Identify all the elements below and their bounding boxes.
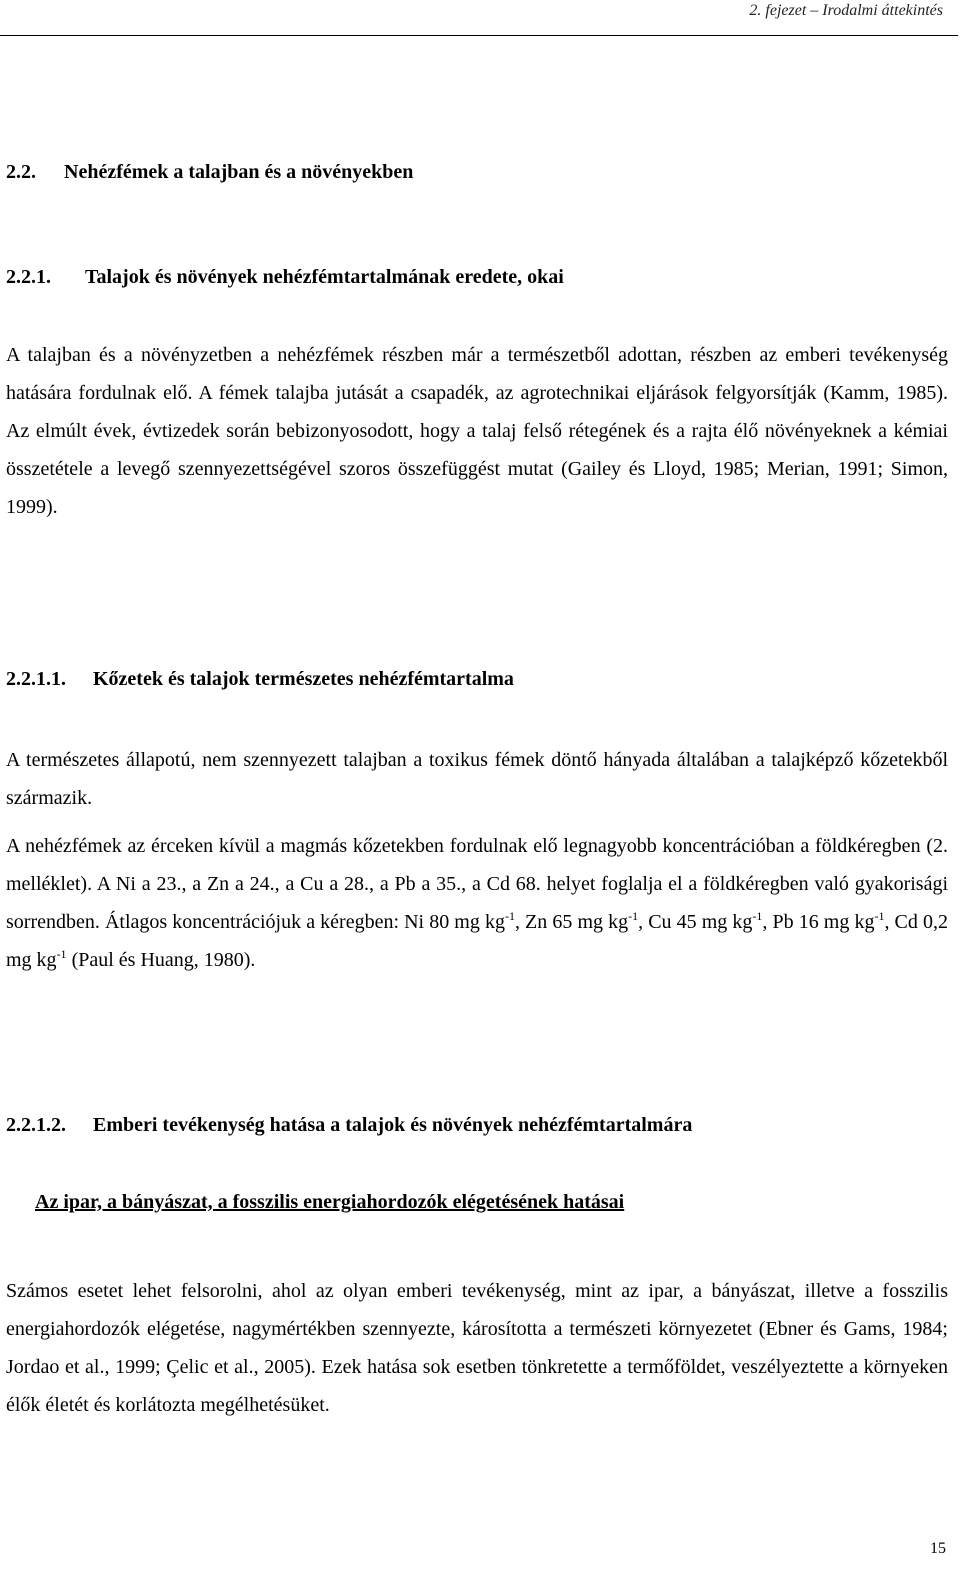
- section-number: 2.2.1.2.: [6, 1114, 66, 1136]
- section-number: 2.2.1.1.: [6, 668, 66, 690]
- paragraph-human-activity: Számos esetet lehet felsorolni, ahol az olyan emberi tevékenység, mint az ipar, a bányászat, illetve a fosszilis energiahordozók elégetése, nagymértékben szennyezte, károsította a természeti környezetet (Ebner és Gams, 1984; Jordao et al., 1999; Çelic et al., 2005). Ezek hatása sok esetben tönkretette a termőföldet, veszélyeztette a környeken élők életét és korlátozta megélhetésüket.: [6, 1280, 948, 1416]
- section-heading-2-2: [6, 161, 413, 184]
- section-title: Talajok és növények nehézfémtartalmának eredete, okai: [85, 266, 564, 288]
- section-title: Emberi tevékenység hatása a talajok és növények nehézfémtartalmára: [93, 1114, 693, 1136]
- running-header: 2. fejezet – Irodalmi áttekintés: [749, 2, 943, 19]
- page-number: 15: [930, 1540, 946, 1557]
- paragraph-origin: A talajban és a növényzetben a nehézfémek részben már a természetből adottan, részben az emberi tevékenység hatására fordulnak elő. A fémek talajba jutását a csapadék, az agrotechnikai eljárások felgyorsítják (Kamm, 1985). Az elmúlt évek, évtizedek során bebizonyosodott, hogy a talaj felső rétegének és a rajta élő növényeknek a kémiai összetétele a levegő szennyezettségével szoros összefüggést mutat (Gailey és Lloyd, 1985; Merian, 1991; Simon, 1999).: [6, 344, 948, 518]
- underlined-subheading: Az ipar, a bányászat, a fosszilis energiahordozók elégetésének hatásai: [35, 1191, 625, 1213]
- section-heading-2-2-1-1: [6, 668, 514, 691]
- paragraph-natural-content: A természetes állapotú, nem szennyezett talajban a toxikus fémek döntő hányada általában a talajképző kőzetekből származik.: [6, 749, 948, 809]
- section-number: 2.2.1.: [6, 266, 51, 288]
- section-heading-2-2-1-2: [6, 1114, 692, 1137]
- paragraph-concentrations: A nehézfémek az érceken kívül a magmás kőzetekben fordulnak elő legnagyobb koncentrációban a földkéregben (2. melléklet). A Ni a 23., a Zn a 24., a Cu a 28., a Pb a 35., a Cd 68. helyet foglalja el a földkéregben való gyakorisági sorrendben. Átlagos koncentrációjuk a kéregben: Ni 80 mg $kg^{-1}$, Zn 65 mg $kg^{-1}$, Cu 45 mg $kg^{-1}$, Pb 16 mg $kg^{-1}$, Cd 0,2 mg $kg^{-1}$ (Paul és Huang, 1980).: [6, 835, 948, 971]
- section-title: Nehézfémek a talajban és a növényekben: [64, 161, 414, 183]
- section-title: Kőzetek és talajok természetes nehézfémtartalma: [93, 668, 514, 690]
- header-rule: [0, 35, 958, 36]
- section-heading-2-2-1: [6, 266, 564, 289]
- section-number: 2.2.: [6, 161, 36, 183]
